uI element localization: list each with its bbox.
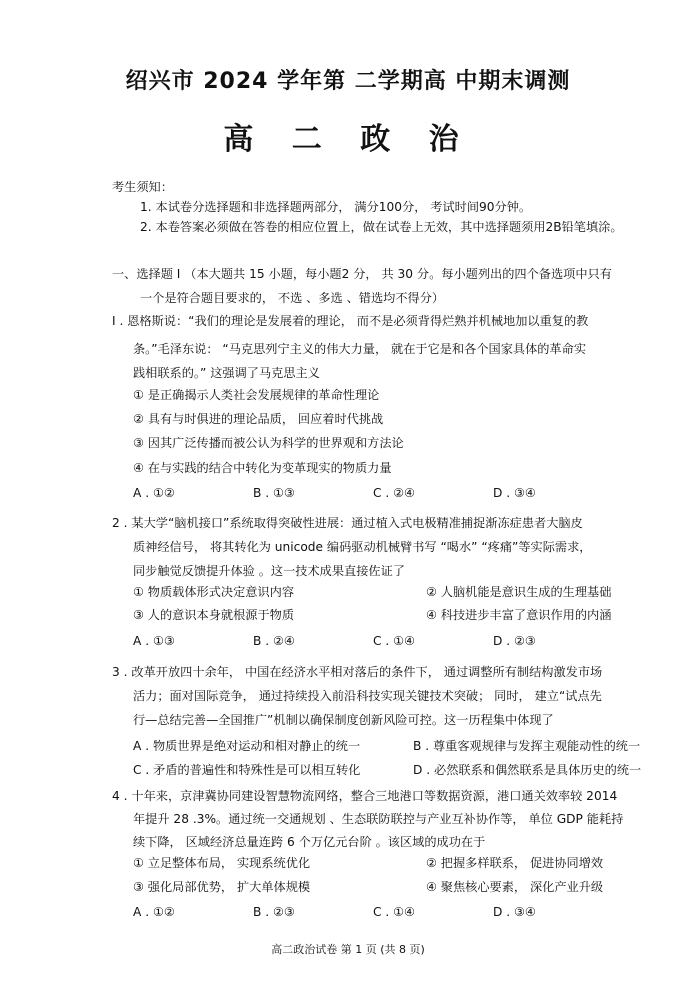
option-d[interactable]: D . 必然联系和偶然联系是具体历史的统一 (413, 763, 642, 777)
question-2-item: ③ 人的意识本身就根源于物质 (133, 608, 295, 622)
option-a[interactable]: A . 物质世界是绝对运动和相对静止的统一 (133, 739, 361, 753)
question-2-stem: 质神经信号， 将其转化为 unicode 编码驱动机械臂书写 “喝水” “疼痛”等实际需求， (133, 540, 592, 554)
option-a[interactable]: A . ①② (133, 905, 175, 919)
question-2-item: ① 物质载体形式决定意识内容 (133, 585, 295, 599)
question-4-item: ② 把握多样联系， 促进协同增效 (426, 856, 604, 870)
question-1-stem: I . 恩格斯说：“我们的理论是发展着的理论， 而不是必须背得烂熟并机械地加以重复的教 (112, 314, 589, 328)
question-3-stem: 3 . 改革开放四十余年， 中国在经济水平相对落后的条件下， 通过调整所有制结构激发市场 (112, 665, 603, 679)
option-a[interactable]: A . ①② (133, 486, 175, 500)
option-d[interactable]: D . ③④ (493, 905, 536, 919)
option-b[interactable]: B . 尊重客观规律与发挥主观能动性的统一 (413, 739, 641, 753)
option-c[interactable]: C . ②④ (373, 486, 415, 500)
question-2-stem: 同步触觉反馈提升体验 。这一技术成果直接佐证了 (133, 564, 405, 578)
question-3-stem: 行—总结完善—全国推广”机制以确保制度创新风险可控。这一历程集中体现了 (133, 713, 554, 727)
question-4-item: ④ 聚焦核心要素， 深化产业升级 (426, 880, 604, 894)
section-heading: 一、选择题 I （本大题共 15 小题，每小题2 分， 共 30 分。每小题列出的四个备选项中只有 (112, 267, 612, 281)
option-c[interactable]: C . ①④ (373, 905, 415, 919)
question-4-stem: 4 . 十年来，京津冀协同建设智慧物流网络，整合三地港口等数据资源，港口通关效率较 2014 (112, 789, 618, 803)
question-2-item: ④ 科技进步丰富了意识作用的内涵 (426, 608, 612, 622)
notice-item: 2. 本卷答案必须做在答卷的相应位置上，做在试卷上无效，其中选择题须用2B铅笔填涂。 (140, 220, 623, 234)
option-c[interactable]: C . ①④ (373, 634, 415, 648)
exam-title: 绍兴市 2024 学年第 二学期高 中期末调测 (125, 69, 571, 94)
option-a[interactable]: A . ①③ (133, 634, 175, 648)
question-2-item: ② 人脑机能是意识生成的生理基础 (426, 585, 612, 599)
question-4-stem: 年提升 28 .3%。通过统一交通规划 、生态联防联控与产业互补协作等， 单位 GDP 能耗持 (133, 812, 624, 826)
section-heading-cont: 一个是符合题目要求的， 不选 、多选 、错选均不得分） (140, 291, 445, 305)
question-1-item: ② 具有与时俱进的理论品质， 回应着时代挑战 (133, 412, 384, 426)
option-d[interactable]: D . ②③ (493, 634, 536, 648)
page-footer: 高二政治试卷 第 1 页 (共 8 页) (271, 943, 425, 956)
option-c[interactable]: C . 矛盾的普遍性和特殊性是可以相互转化 (133, 763, 361, 777)
notice-item: 1. 本试卷分选择题和非选择题两部分， 满分100分， 考试时间90分钟。 (140, 200, 532, 214)
option-b[interactable]: B . ①③ (253, 486, 295, 500)
question-4-options (133, 904, 613, 920)
question-2-stem: 2 . 某大学“脑机接口”系统取得突破性进展：通过植入式电极精准捕捉渐冻症患者大脑皮 (112, 516, 583, 530)
question-2-options (133, 633, 613, 649)
exam-subject: 高 二 政 治 (223, 122, 473, 157)
question-1-item: ④ 在与实践的结合中转化为变革现实的物质力量 (133, 461, 392, 475)
question-3-stem: 活力；面对国际竞争， 通过持续投入前沿科技实现关键技术突破； 同时， 建立“试点先 (133, 689, 602, 703)
notice-heading: 考生须知： (112, 180, 173, 194)
question-1-stem: 条。”毛泽东说： “马克思列宁主义的伟大力量， 就在于它是和各个国家具体的革命实 (133, 342, 587, 356)
option-b[interactable]: B . ②③ (253, 905, 295, 919)
question-1-item: ③ 因其广泛传播而被公认为科学的世界观和方法论 (133, 436, 404, 450)
question-4-item: ③ 强化局部优势， 扩大单体规模 (133, 880, 311, 894)
question-4-item: ① 立足整体布局， 实现系统优化 (133, 856, 311, 870)
question-1-stem: 践相联系的。” 这强调了马克思主义 (133, 366, 320, 380)
option-d[interactable]: D . ③④ (493, 486, 536, 500)
question-4-stem: 续下降， 区域经济总量连跨 6 个万亿元台阶 。该区域的成功在于 (133, 835, 486, 849)
question-1-options (133, 485, 613, 501)
question-1-item: ① 是正确揭示人类社会发展规律的革命性理论 (133, 388, 380, 402)
option-b[interactable]: B . ②④ (253, 634, 295, 648)
